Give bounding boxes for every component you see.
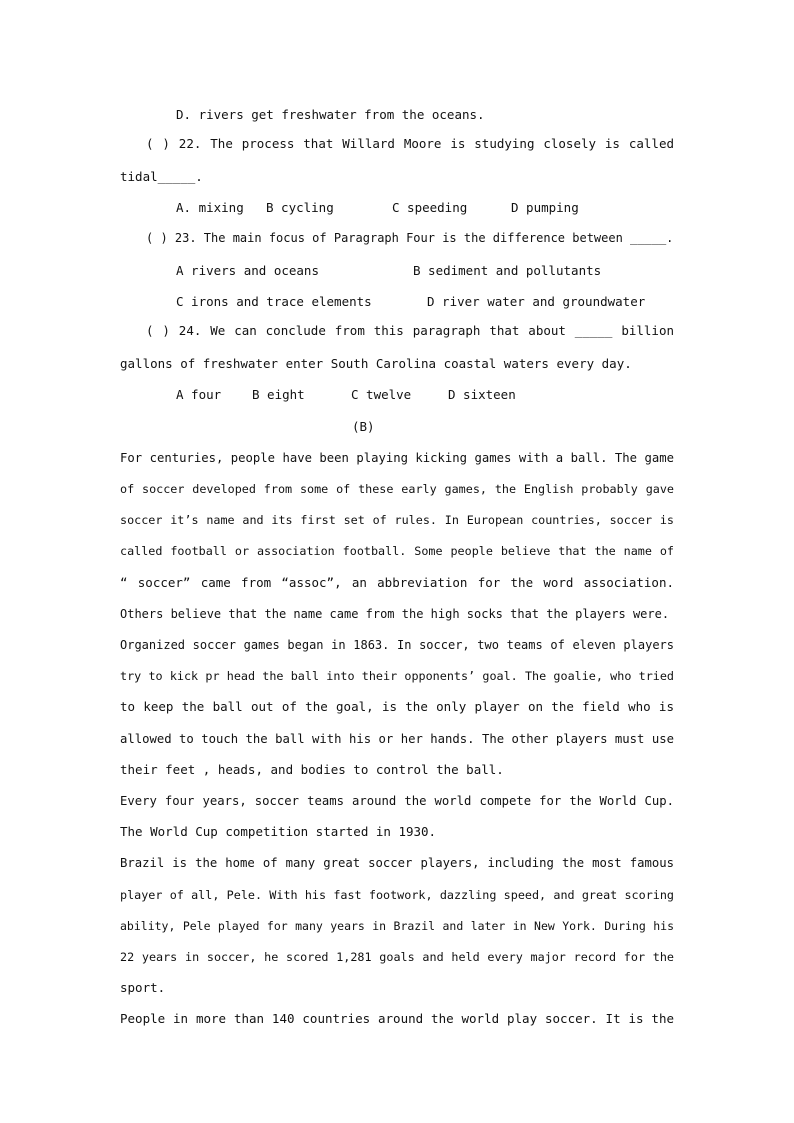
q22-option-a: A. mixing bbox=[176, 200, 244, 215]
passage-line: allowed to touch the ball with his or her hands. The other players must use bbox=[120, 732, 674, 746]
q22-option-b: B cycling bbox=[266, 200, 334, 215]
q22-stem-line2: tidal_____. bbox=[120, 169, 203, 184]
q24-option-b: B eight bbox=[252, 387, 305, 402]
passage-line: soccer it’s name and its first set of rules. In European countries, soccer is bbox=[120, 513, 674, 527]
passage-line: Every four years, soccer teams around the world compete for the World Cup. bbox=[120, 794, 674, 808]
q24-stem-line1: ( ) 24. We can conclude from this paragraph that about _____ billion bbox=[146, 323, 674, 338]
q23-options-row2 bbox=[120, 294, 674, 310]
q22-options bbox=[120, 200, 674, 216]
q23-option-a: A rivers and oceans bbox=[176, 263, 319, 278]
q24-options bbox=[120, 387, 674, 403]
passage-line: Brazil is the home of many great soccer players, including the most famous bbox=[120, 856, 674, 870]
q23-option-b: B sediment and pollutants bbox=[413, 263, 602, 278]
section-b-heading: (B) bbox=[352, 419, 375, 434]
passage-line: “ soccer” came from “assoc”, an abbreviation for the word association. bbox=[120, 575, 674, 590]
q23-stem: ( ) 23. The main focus of Paragraph Four is the difference between _____. bbox=[146, 231, 674, 245]
passage-line: Others believe that the name came from the high socks that the players were. bbox=[120, 607, 670, 621]
passage-line: player of all, Pele. With his fast footwork, dazzling speed, and great scoring bbox=[120, 888, 674, 902]
passage-line: For centuries, people have been playing kicking games with a ball. The game bbox=[120, 451, 674, 465]
q24-option-a: A four bbox=[176, 387, 222, 402]
passage-line: their feet , heads, and bodies to control the ball. bbox=[120, 762, 504, 777]
q23-option-d: D river water and groundwater bbox=[427, 294, 646, 309]
passage-line: to keep the ball out of the goal, is the only player on the field who is bbox=[120, 699, 674, 714]
q22-stem-line1: ( ) 22. The process that Willard Moore is studying closely is called bbox=[146, 136, 674, 151]
q23-option-c: C irons and trace elements bbox=[176, 294, 372, 309]
passage-line: The World Cup competition started in 1930. bbox=[120, 824, 437, 839]
q23-options-row1 bbox=[120, 263, 674, 279]
passage-line: People in more than 140 countries around the world play soccer. It is the bbox=[120, 1011, 674, 1026]
q22-option-d: D pumping bbox=[511, 200, 579, 215]
passage-line: ability, Pele played for many years in Brazil and later in New York. During his bbox=[120, 919, 674, 933]
passage-line: Organized soccer games began in 1863. In soccer, two teams of eleven players bbox=[120, 638, 674, 652]
passage-line: of soccer developed from some of these early games, the English probably gave bbox=[120, 482, 674, 496]
passage-line: called football or association football. Some people believe that the name of bbox=[120, 544, 674, 558]
q21-option-d: D. rivers get freshwater from the oceans. bbox=[176, 107, 485, 122]
passage-line: try to kick pr head the ball into their opponents’ goal. The goalie, who tried bbox=[120, 669, 674, 683]
q22-option-c: C speeding bbox=[392, 200, 468, 215]
q24-stem-line2: gallons of freshwater enter South Carolina coastal waters every day. bbox=[120, 356, 632, 371]
q24-option-d: D sixteen bbox=[448, 387, 516, 402]
passage-line: 22 years in soccer, he scored 1,281 goals and held every major record for the bbox=[120, 950, 674, 964]
passage-line: sport. bbox=[120, 980, 166, 995]
q24-option-c: C twelve bbox=[351, 387, 412, 402]
